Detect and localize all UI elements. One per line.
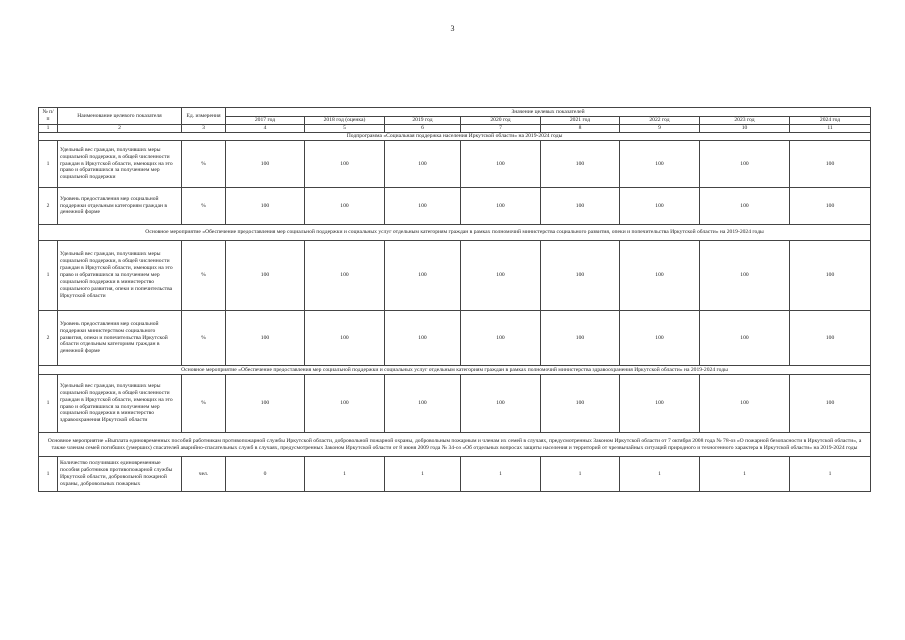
section-title: Основное мероприятие «Обеспечение предоставления мер социальной поддержки и социальных услуг отдельным категориям граждан в рамках полномочий министерства социального развития, опеки и попечительства Иркутской области» на 2019-2024 годы — [39, 225, 871, 241]
header-year: 2019 год — [385, 117, 461, 125]
header-year: 2021 год — [541, 117, 620, 125]
indicators-table — [38, 107, 871, 492]
column-number: 6 — [385, 125, 461, 133]
row-number: 1 — [39, 457, 58, 492]
value-cell: 100 — [700, 375, 790, 433]
value-cell: 100 — [226, 241, 305, 311]
value-cell: 100 — [305, 311, 385, 366]
value-cell: 100 — [461, 375, 541, 433]
value-cell: 100 — [541, 241, 620, 311]
value-cell: 100 — [620, 188, 700, 225]
header-year: 2018 год (оценка) — [305, 117, 385, 125]
header-name: Наименование целевого показателя — [58, 108, 182, 125]
column-number: 4 — [226, 125, 305, 133]
value-cell: 1 — [461, 457, 541, 492]
value-cell: 1 — [541, 457, 620, 492]
table-row — [39, 241, 871, 311]
table-row — [39, 375, 871, 433]
column-number: 8 — [541, 125, 620, 133]
indicator-name: Удельный вес граждан, получивших меры социальной поддержки, в общей численности граждан в Иркутской области, имеющих на это право и обратившихся за получением мер социальной поддержки в министерство здравоохранения Иркутской области — [58, 375, 182, 433]
unit-cell: % — [182, 375, 226, 433]
header-year: 2023 год — [700, 117, 790, 125]
header-year: 2024 год — [790, 117, 871, 125]
table-row — [39, 188, 871, 225]
column-number: 7 — [461, 125, 541, 133]
value-cell: 100 — [541, 141, 620, 188]
value-cell: 100 — [226, 375, 305, 433]
value-cell: 100 — [620, 241, 700, 311]
header-unit: Ед. измерения — [182, 108, 226, 125]
value-cell: 100 — [305, 375, 385, 433]
table-row — [39, 457, 871, 492]
header-year: 2017 год — [226, 117, 305, 125]
value-cell: 100 — [620, 375, 700, 433]
indicator-name: Удельный вес граждан, получивших меры социальной поддержки, в общей численности граждан в Иркутской области, имеющих на это право и обратившихся за получением мер социальной поддержки — [58, 141, 182, 188]
page-number: 3 — [450, 24, 455, 33]
section-title: Подпрограмма «Социальная поддержка населения Иркутской области» на 2019-2024 годы — [39, 133, 871, 141]
value-cell: 100 — [700, 188, 790, 225]
row-number: 2 — [39, 311, 58, 366]
value-cell: 1 — [620, 457, 700, 492]
header-values-group: Значение целевых показателей — [226, 108, 871, 117]
unit-cell: % — [182, 188, 226, 225]
header-year: 2020 год — [461, 117, 541, 125]
value-cell: 100 — [541, 375, 620, 433]
value-cell: 100 — [305, 188, 385, 225]
value-cell: 100 — [385, 141, 461, 188]
unit-cell: чел. — [182, 457, 226, 492]
value-cell: 100 — [226, 311, 305, 366]
unit-cell: % — [182, 311, 226, 366]
indicator-name: Уровень предоставления мер социальной поддержки министерством социального развития, опеки и попечительства Иркутской области отдельным категориям граждан в денежной форме — [58, 311, 182, 366]
value-cell: 100 — [541, 188, 620, 225]
value-cell: 100 — [461, 188, 541, 225]
value-cell: 100 — [700, 311, 790, 366]
header-year: 2022 год — [620, 117, 700, 125]
value-cell: 100 — [385, 311, 461, 366]
value-cell: 100 — [790, 141, 871, 188]
value-cell: 100 — [790, 188, 871, 225]
value-cell: 100 — [226, 188, 305, 225]
column-number: 10 — [700, 125, 790, 133]
value-cell: 100 — [305, 241, 385, 311]
value-cell: 100 — [461, 141, 541, 188]
column-number: 5 — [305, 125, 385, 133]
indicator-name: Удельный вес граждан, получивших меры социальной поддержки, в общей численности граждан в Иркутской области, имеющих на это право и обратившихся за получением мер социальной поддержки в министерство социального развития, опеки и попечительства Иркутской области — [58, 241, 182, 311]
value-cell: 100 — [226, 141, 305, 188]
row-number: 1 — [39, 241, 58, 311]
section-title: Основное мероприятие «Обеспечение предоставления мер социальной поддержки и социальных услуг отдельным категориям граждан в рамках полномочий министерства здравоохранения Иркутской области» на 2019-2024 годы — [39, 366, 871, 375]
value-cell: 100 — [700, 241, 790, 311]
header-no: № п/п — [39, 108, 58, 125]
value-cell: 100 — [790, 311, 871, 366]
column-number: 1 — [39, 125, 58, 133]
row-number: 2 — [39, 188, 58, 225]
value-cell: 1 — [385, 457, 461, 492]
value-cell: 1 — [305, 457, 385, 492]
indicator-name: Уровень предоставления мер социальной поддержки отдельным категориям граждан в денежной форме — [58, 188, 182, 225]
value-cell: 100 — [385, 375, 461, 433]
value-cell: 100 — [385, 241, 461, 311]
column-number: 11 — [790, 125, 871, 133]
value-cell: 100 — [790, 375, 871, 433]
value-cell: 100 — [385, 188, 461, 225]
unit-cell: % — [182, 141, 226, 188]
value-cell: 100 — [790, 241, 871, 311]
row-number: 1 — [39, 375, 58, 433]
value-cell: 1 — [790, 457, 871, 492]
unit-cell: % — [182, 241, 226, 311]
indicator-name: Количество получивших единовременные пособия работников противопожарной службы Иркутской области, добровольной пожарной охраны, добровольных пожарных — [58, 457, 182, 492]
value-cell: 100 — [700, 141, 790, 188]
value-cell: 100 — [305, 141, 385, 188]
value-cell: 100 — [541, 311, 620, 366]
value-cell: 100 — [461, 311, 541, 366]
table-row — [39, 311, 871, 366]
column-number: 2 — [58, 125, 182, 133]
column-number: 9 — [620, 125, 700, 133]
value-cell: 100 — [461, 241, 541, 311]
value-cell: 100 — [620, 141, 700, 188]
value-cell: 0 — [226, 457, 305, 492]
column-number: 3 — [182, 125, 226, 133]
value-cell: 1 — [700, 457, 790, 492]
row-number: 1 — [39, 141, 58, 188]
table-row — [39, 141, 871, 188]
value-cell: 100 — [620, 311, 700, 366]
section-title: Основное мероприятие «Выплата единовременных пособий работникам противопожарной службы Иркутской области, добровольной пожарной охраны, добровольным пожарным и членам их семей в случаях, предусмотренных Законом Иркутской области от 7 октября 2008 года № 78-оз «О пожарной безопасности в Иркутской области», а также членам семей погибших (умерших) спасателей аварийно-спасательных служб в случаях, предусмотренных Законом Иркутской области от 8 июня 2009 года № 34-оз «Об отдельных вопросах защиты населения и территорий от чрезвычайных ситуаций природного и техногенного характера в Иркутской области» на 2019-2024 годы — [39, 433, 871, 457]
